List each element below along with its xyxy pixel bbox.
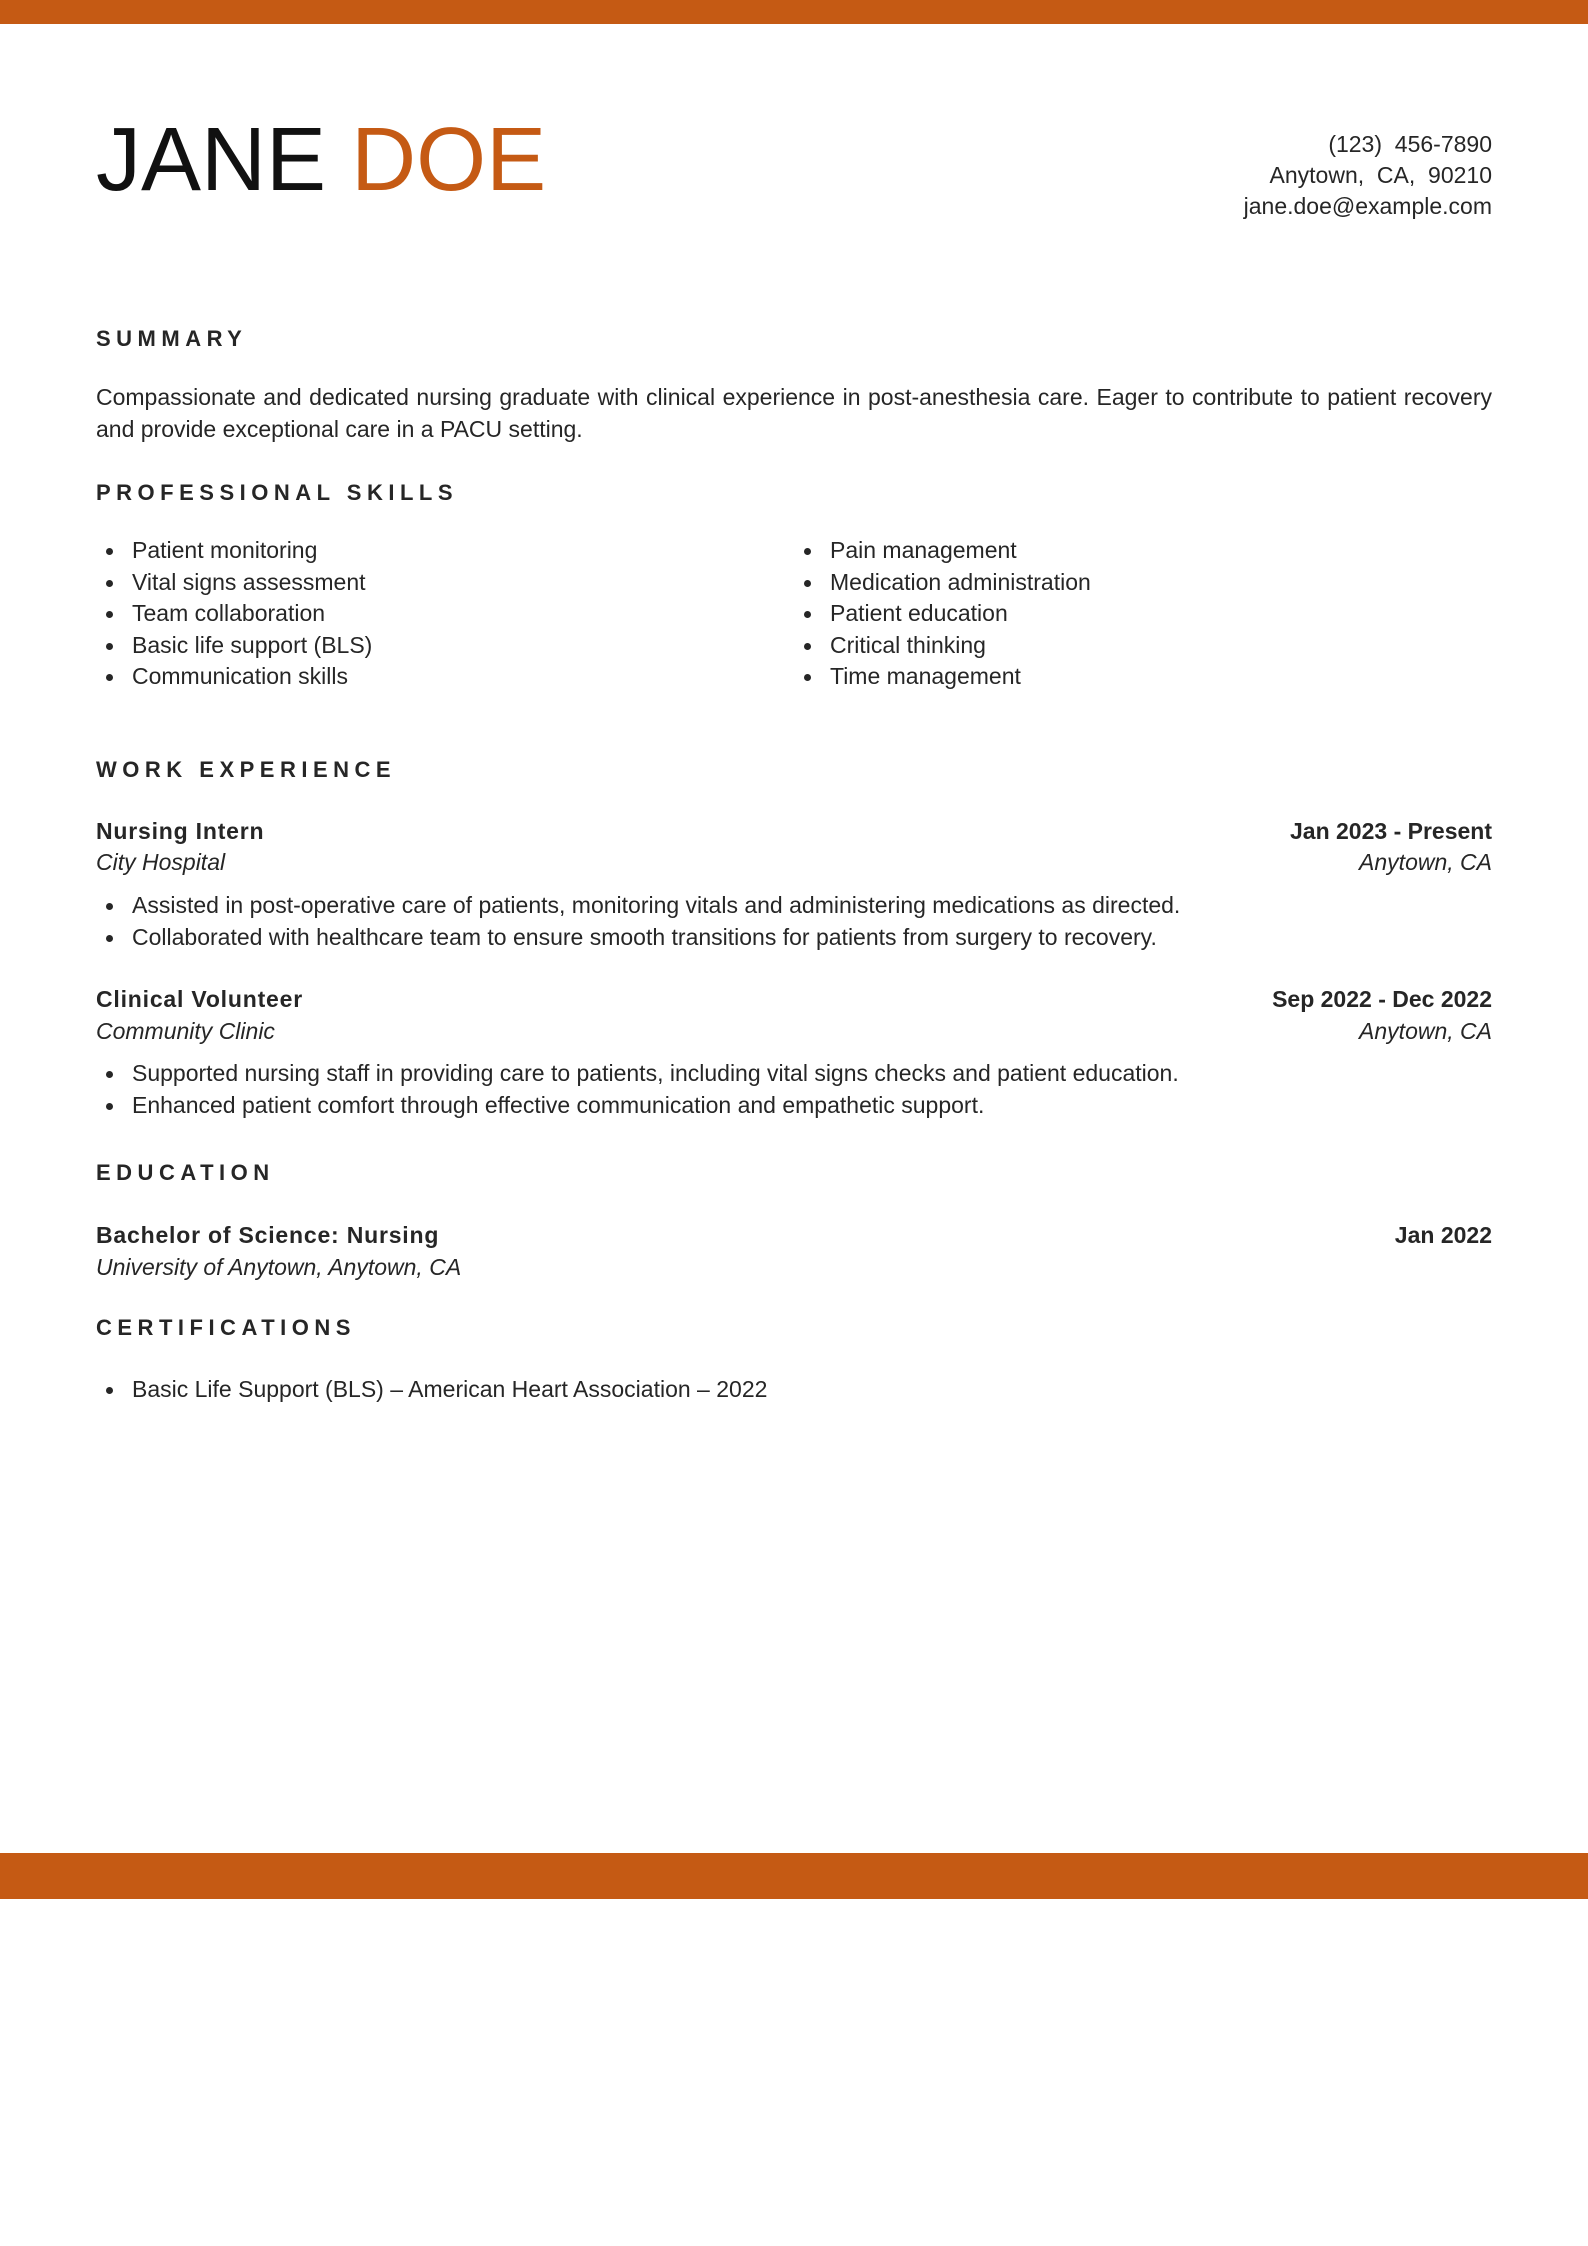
contact-address: Anytown, CA, 90210 (1269, 162, 1492, 188)
bottom-accent-bar (0, 1853, 1588, 1899)
job-dates: Sep 2022 - Dec 2022 (1272, 986, 1492, 1012)
skill-item: Critical thinking (794, 630, 1091, 662)
skill-item: Basic life support (BLS) (96, 630, 372, 662)
job-bullet: Supported nursing staff in providing care to patients, including vital signs checks and patient education. (96, 1058, 1179, 1090)
job-bullet: Assisted in post-operative care of patients, monitoring vitals and administering medications as directed. (96, 890, 1180, 922)
job-bullet: Enhanced patient comfort through effective communication and empathetic support. (96, 1090, 1179, 1122)
skill-item: Patient monitoring (96, 535, 372, 567)
contact-block (1244, 129, 1492, 222)
degree-title: Bachelor of Science: Nursing (96, 1222, 440, 1248)
job-organization: Community Clinic (96, 1018, 275, 1044)
top-accent-bar (0, 0, 1588, 24)
education-heading: EDUCATION (96, 1160, 275, 1185)
certification-item: Basic Life Support (BLS) – American Heart Association – 2022 (96, 1374, 767, 1406)
summary-heading: SUMMARY (96, 326, 248, 351)
job-title: Nursing Intern (96, 818, 265, 844)
job-location: Anytown, CA (1359, 849, 1492, 875)
job-bullets (96, 890, 1180, 953)
skill-item: Time management (794, 661, 1091, 693)
last-name: DOE (351, 110, 547, 210)
skills-heading: PROFESSIONAL SKILLS (96, 480, 459, 505)
job-bullet: Collaborated with healthcare team to ensure smooth transitions for patients from surgery to recovery. (96, 922, 1180, 954)
job-title: Clinical Volunteer (96, 986, 303, 1012)
skills-list-left (96, 535, 372, 693)
certifications-list (96, 1374, 767, 1406)
job-dates: Jan 2023 - Present (1289, 818, 1492, 844)
skills-list-right (794, 535, 1091, 693)
contact-email: jane.doe@example.com (1243, 193, 1492, 219)
job-organization: City Hospital (96, 849, 226, 875)
skill-item: Vital signs assessment (96, 567, 372, 599)
skill-item: Communication skills (96, 661, 372, 693)
job-location: Anytown, CA (1359, 1018, 1492, 1044)
skill-item: Pain management (794, 535, 1091, 567)
summary-text: Compassionate and dedicated nursing graduate with clinical experience in post-anesthesia care. Eager to contribute to patient recovery and provide exceptional care in a PACU setting. (96, 384, 1492, 442)
contact-phone: (123) 456-7890 (1328, 131, 1492, 157)
skill-item: Patient education (794, 598, 1091, 630)
skill-item: Medication administration (794, 567, 1091, 599)
first-name: JANE (96, 110, 327, 210)
experience-heading: WORK EXPERIENCE (96, 757, 397, 782)
skill-item: Team collaboration (96, 598, 372, 630)
certifications-heading: CERTIFICATIONS (96, 1315, 356, 1340)
school-name: University of Anytown, Anytown, CA (96, 1254, 462, 1280)
degree-date: Jan 2022 (1394, 1222, 1492, 1248)
job-bullets (96, 1058, 1179, 1121)
candidate-name (96, 112, 546, 208)
